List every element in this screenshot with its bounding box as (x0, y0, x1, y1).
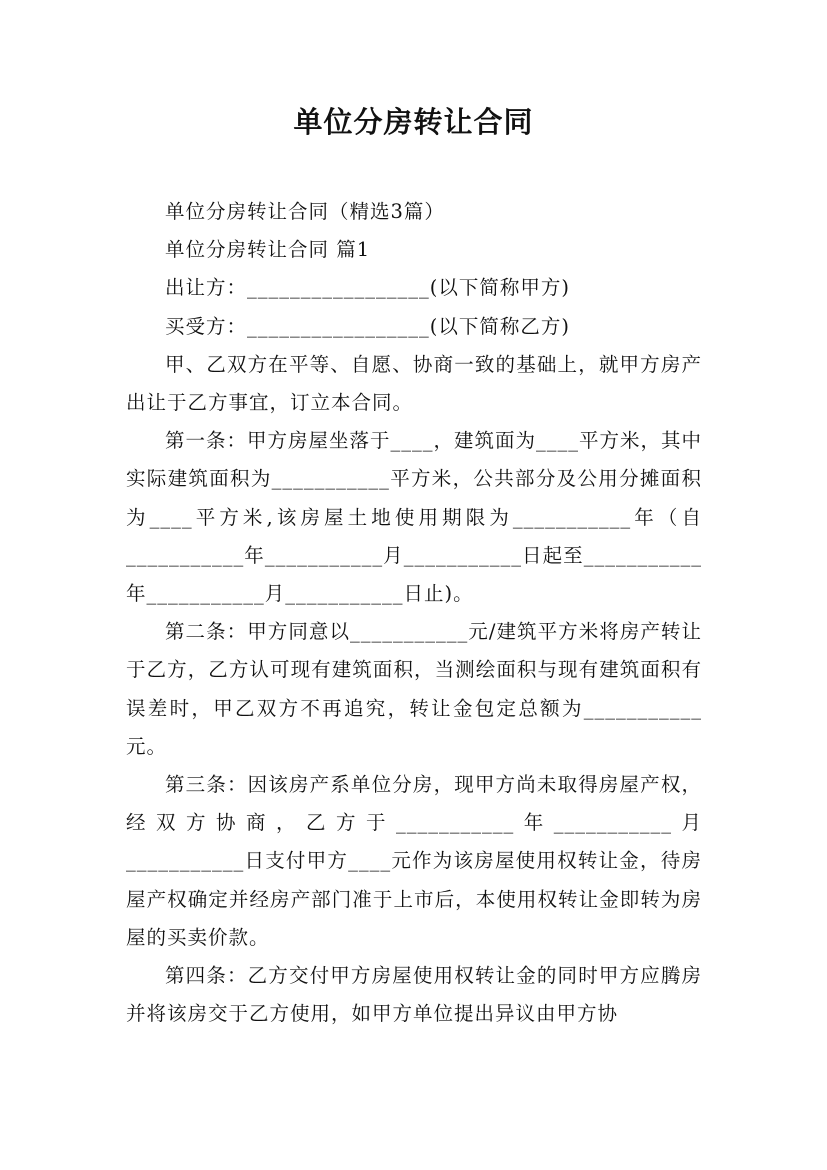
document-body (126, 193, 702, 1033)
paragraph-article-4: 第四条：乙方交付甲方房屋使用权转让金的同时甲方应腾房并将该房交于乙方使用，如甲方单位提出异议由甲方协 (126, 964, 702, 1026)
paragraph-article-3: 第三条：因该房产系单位分房，现甲方尚未取得房屋产权，经双方协商，乙方于___________年___________月___________日支付甲方____元作为该房屋使用权转让金，待房屋产权确定并经房产部门准于上市后，本使用权转让金即转为房屋的买卖价款。 (126, 773, 702, 949)
document-title: 单位分房转让合同 (293, 105, 534, 139)
paragraph-subtitle: 单位分房转让合同（精选3篇） (165, 200, 445, 223)
paragraph-section-heading: 单位分房转让合同 篇1 (165, 238, 371, 262)
paragraph-article-1: 第一条：甲方房屋坐落于____，建筑面为____平方米，其中实际建筑面积为___________平方米，公共部分及公用分摊面积为____平方米,该房屋土地使用期限为___________年（自___________年___________月___________日起至___________年___________月___________日止)。 (126, 429, 703, 606)
paragraph-preamble: 甲、乙双方在平等、自愿、协商一致的基础上，就甲方房产出让于乙方事宜，订立本合同。 (126, 352, 702, 415)
paragraph-seller: 出让方：_________________(以下简称甲方) (165, 276, 570, 300)
paragraph-buyer: 买受方：_________________(以下简称乙方) (165, 314, 570, 338)
paragraph-article-2: 第二条：甲方同意以___________元/建筑平方米将房产转让于乙方，乙方认可现有建筑面积，当测绘面积与现有建筑面积有误差时，甲乙双方不再追究，转让金包定总额为___________元。 (126, 620, 702, 758)
